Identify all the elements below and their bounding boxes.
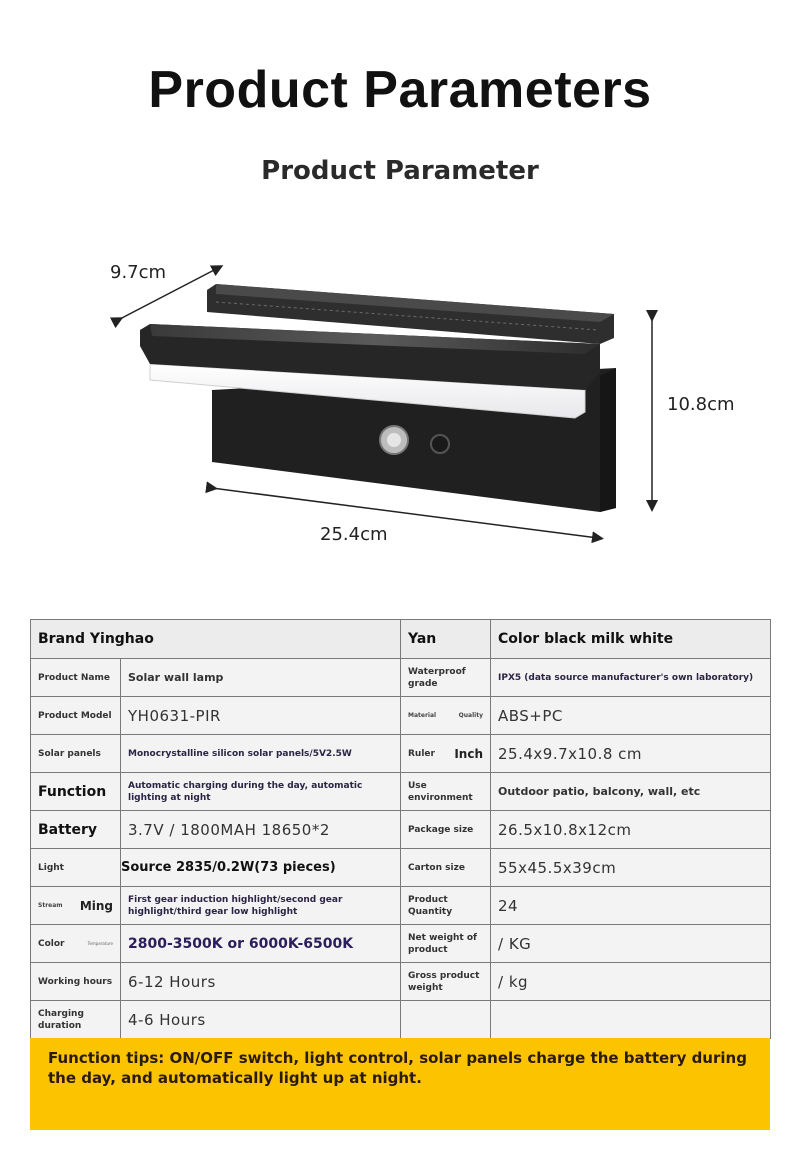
param-value: / KG bbox=[491, 925, 771, 963]
param-label-part: Color bbox=[38, 938, 65, 949]
param-label-part: Ming bbox=[79, 898, 113, 913]
power-switch-icon bbox=[431, 435, 449, 453]
param-value bbox=[491, 1001, 771, 1039]
param-label-part: Inch bbox=[454, 746, 483, 761]
param-value: / kg bbox=[491, 963, 771, 1001]
param-value: 26.5x10.8x12cm bbox=[491, 811, 771, 849]
table-row bbox=[31, 697, 771, 735]
param-label: Package size bbox=[401, 811, 491, 849]
param-label: Product Quantity bbox=[401, 887, 491, 925]
param-label-part: Material bbox=[408, 712, 437, 719]
function-tips-banner: Function tips: ON/OFF switch, light control, solar panels charge the battery during the day, and automatically light up at night. bbox=[30, 1038, 770, 1130]
param-label: Net weight of product bbox=[401, 925, 491, 963]
param-value: First gear induction highlight/second gear highlight/third gear low highlight bbox=[121, 887, 401, 925]
table-row bbox=[31, 735, 771, 773]
table-row bbox=[31, 925, 771, 963]
table-row bbox=[31, 963, 771, 1001]
param-value: IPX5 (data source manufacturer's own laboratory) bbox=[491, 659, 771, 697]
param-label: Carton size bbox=[401, 849, 491, 887]
page-subtitle: Product Parameter bbox=[261, 156, 539, 186]
param-label: Waterproof grade bbox=[401, 659, 491, 697]
param-value: ABS+PC bbox=[491, 697, 771, 735]
color-label: Yan bbox=[401, 620, 491, 659]
param-value: Automatic charging during the day, automatic lighting at night bbox=[121, 773, 401, 811]
param-label bbox=[401, 735, 491, 773]
param-value: Source 2835/0.2W(73 pieces) bbox=[121, 849, 401, 887]
param-label bbox=[401, 697, 491, 735]
param-value: Outdoor patio, balcony, wall, etc bbox=[491, 773, 771, 811]
param-value: 2800-3500K or 6000K-6500K bbox=[121, 925, 401, 963]
param-value: Monocrystalline silicon solar panels/5V2.5W bbox=[121, 735, 401, 773]
param-label: Working hours bbox=[31, 963, 121, 1001]
param-value: YH0631-PIR bbox=[121, 697, 401, 735]
param-value: 25.4x9.7x10.8 cm bbox=[491, 735, 771, 773]
param-label: Gross product weight bbox=[401, 963, 491, 1001]
brand-cell: Brand Yinghao bbox=[31, 620, 401, 659]
param-label bbox=[401, 1001, 491, 1039]
param-label: Battery bbox=[31, 811, 121, 849]
param-label: Product Name bbox=[31, 659, 121, 697]
param-value: 4-6 Hours bbox=[121, 1001, 401, 1039]
param-value: 6-12 Hours bbox=[121, 963, 401, 1001]
param-label bbox=[31, 925, 121, 963]
table-row bbox=[31, 887, 771, 925]
param-label: Product Model bbox=[31, 697, 121, 735]
width-label: 9.7cm bbox=[110, 262, 167, 283]
param-label-part: Quality bbox=[458, 712, 483, 719]
table-row bbox=[31, 849, 771, 887]
param-value: 24 bbox=[491, 887, 771, 925]
parameter-table bbox=[30, 619, 771, 1039]
table-row bbox=[31, 659, 771, 697]
product-dimension-diagram bbox=[0, 240, 800, 570]
param-value: 55x45.5x39cm bbox=[491, 849, 771, 887]
page-title: Product Parameters bbox=[148, 61, 652, 119]
param-label-part: Temperature bbox=[87, 941, 113, 946]
param-label-part: Stream bbox=[38, 902, 63, 909]
table-row bbox=[31, 811, 771, 849]
height-label: 10.8cm bbox=[667, 394, 735, 415]
table-row bbox=[31, 773, 771, 811]
param-label: Light bbox=[31, 849, 121, 887]
param-label-part: Ruler bbox=[408, 748, 435, 759]
param-label: Charging duration bbox=[31, 1001, 121, 1039]
table-row bbox=[31, 1001, 771, 1039]
param-label: Solar panels bbox=[31, 735, 121, 773]
color-value: Color black milk white bbox=[491, 620, 771, 659]
table-row bbox=[31, 620, 771, 659]
param-label bbox=[31, 887, 121, 925]
length-label: 25.4cm bbox=[320, 524, 388, 545]
param-label: Function bbox=[31, 773, 121, 811]
param-value: Solar wall lamp bbox=[121, 659, 401, 697]
param-value: 3.7V / 1800MAH 18650*2 bbox=[121, 811, 401, 849]
param-label: Use environment bbox=[401, 773, 491, 811]
